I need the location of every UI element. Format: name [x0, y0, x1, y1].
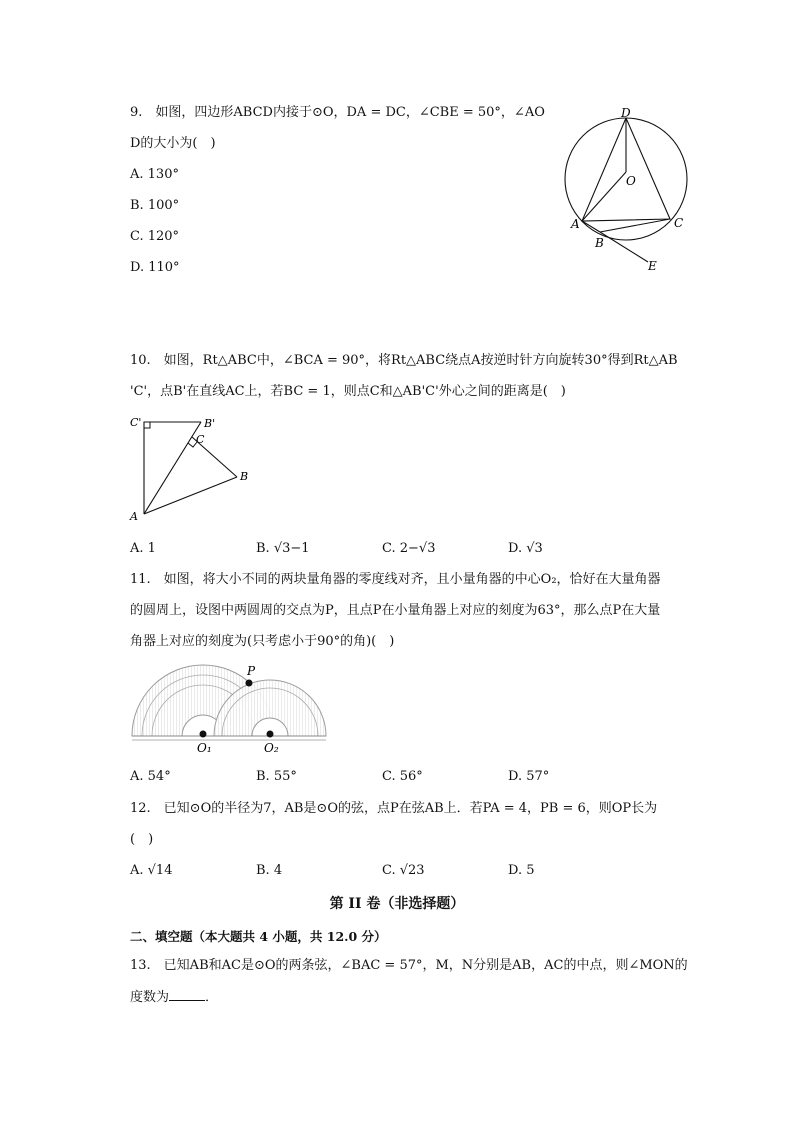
- q11-label-o2: O₂: [264, 741, 279, 755]
- q10-figure: [128, 412, 258, 524]
- q11-option-c: C. 56°: [382, 769, 423, 784]
- section-2-subtitle: 二、填空题（本大题共 4 小题，共 12.0 分）: [130, 929, 387, 944]
- q9-label-a: A: [571, 217, 580, 231]
- q10-label-c-prime: C': [130, 416, 142, 429]
- q9-label-c: C: [674, 216, 684, 230]
- q13-line2-end: ．: [205, 990, 219, 1005]
- q11-label-o1: O₁: [197, 741, 212, 755]
- q10-label-b-prime: B': [204, 417, 216, 430]
- q11-option-b: B. 55°: [256, 769, 297, 784]
- q10-option-c: C. 2−√3: [382, 541, 436, 556]
- q12-option-d: D. 5: [508, 863, 535, 878]
- q10-option-a: A. 1: [130, 541, 156, 556]
- q10-line2: 'C'，点B'在直线AC上，若BC = 1，则点C和△AB'C'外心之间的距离是( ): [130, 384, 566, 399]
- q13-line2-text: 度数为: [130, 990, 170, 1005]
- q10-line1: 10. 如图，Rt△ABC中，∠BCA = 90°，将Rt△ABC绕点A按逆时针方向旋转30°得到Rt△AB: [130, 353, 678, 368]
- q9-label-o: O: [626, 174, 636, 188]
- q12-option-b: B. 4: [256, 863, 283, 878]
- q11-option-d: D. 57°: [508, 769, 550, 784]
- q9-option-a: A. 130°: [130, 167, 179, 182]
- q9-option-c: C. 120°: [130, 229, 180, 244]
- q10-option-b: B. √3−1: [256, 541, 310, 556]
- q12-line2: ( ): [130, 832, 154, 847]
- q9-option-b: B. 100°: [130, 198, 180, 213]
- q9-option-d: D. 110°: [130, 260, 180, 275]
- q13-answer-blank[interactable]: [169, 988, 205, 1001]
- q13-line2: [130, 988, 218, 1007]
- q11-line3: 角器上对应的刻度为(只考虑小于90°的角)( ): [130, 634, 395, 649]
- q9-figure: [560, 104, 700, 280]
- q9-line1: 9. 如图，四边形ABCD内接于⊙O，DA = DC，∠CBE = 50°，∠AO: [130, 105, 545, 120]
- q9-line2: D的大小为( ): [130, 136, 216, 151]
- q9-label-d: D: [621, 106, 631, 120]
- q11-label-p: P: [247, 664, 256, 678]
- q10-option-d: D. √3: [508, 541, 543, 556]
- q13-line1: 13. 已知AB和AC是⊙O的两条弦，∠BAC = 57°，M，N分别是AB，AC的中点，则∠MON的: [130, 958, 688, 973]
- section-2-title: 第 II 卷（非选择题）: [329, 896, 465, 912]
- q10-label-a: A: [130, 510, 138, 523]
- q12-line1: 12. 已知⊙O的半径为7，AB是⊙O的弦，点P在弦AB上．若PA = 4，PB = 6，则OP长为: [130, 801, 658, 816]
- q11-line1: 11. 如图，将大小不同的两块量角器的零度线对齐，且小量角器的中心O₂，恰好在大量角器: [130, 572, 661, 587]
- q9-label-b: B: [595, 236, 604, 250]
- q12-option-c: C. √23: [382, 863, 425, 878]
- q11-figure: [128, 660, 333, 760]
- q10-label-c: C: [196, 433, 205, 446]
- q11-option-a: A. 54°: [130, 769, 171, 784]
- q12-option-a: A. √14: [130, 863, 173, 878]
- q9-label-e: E: [648, 259, 657, 273]
- q11-line2: 的圆周上，设图中两圆周的交点为P，且点P在小量角器上对应的刻度为63°，那么点P在大量: [130, 603, 661, 618]
- q10-label-b: B: [240, 470, 249, 483]
